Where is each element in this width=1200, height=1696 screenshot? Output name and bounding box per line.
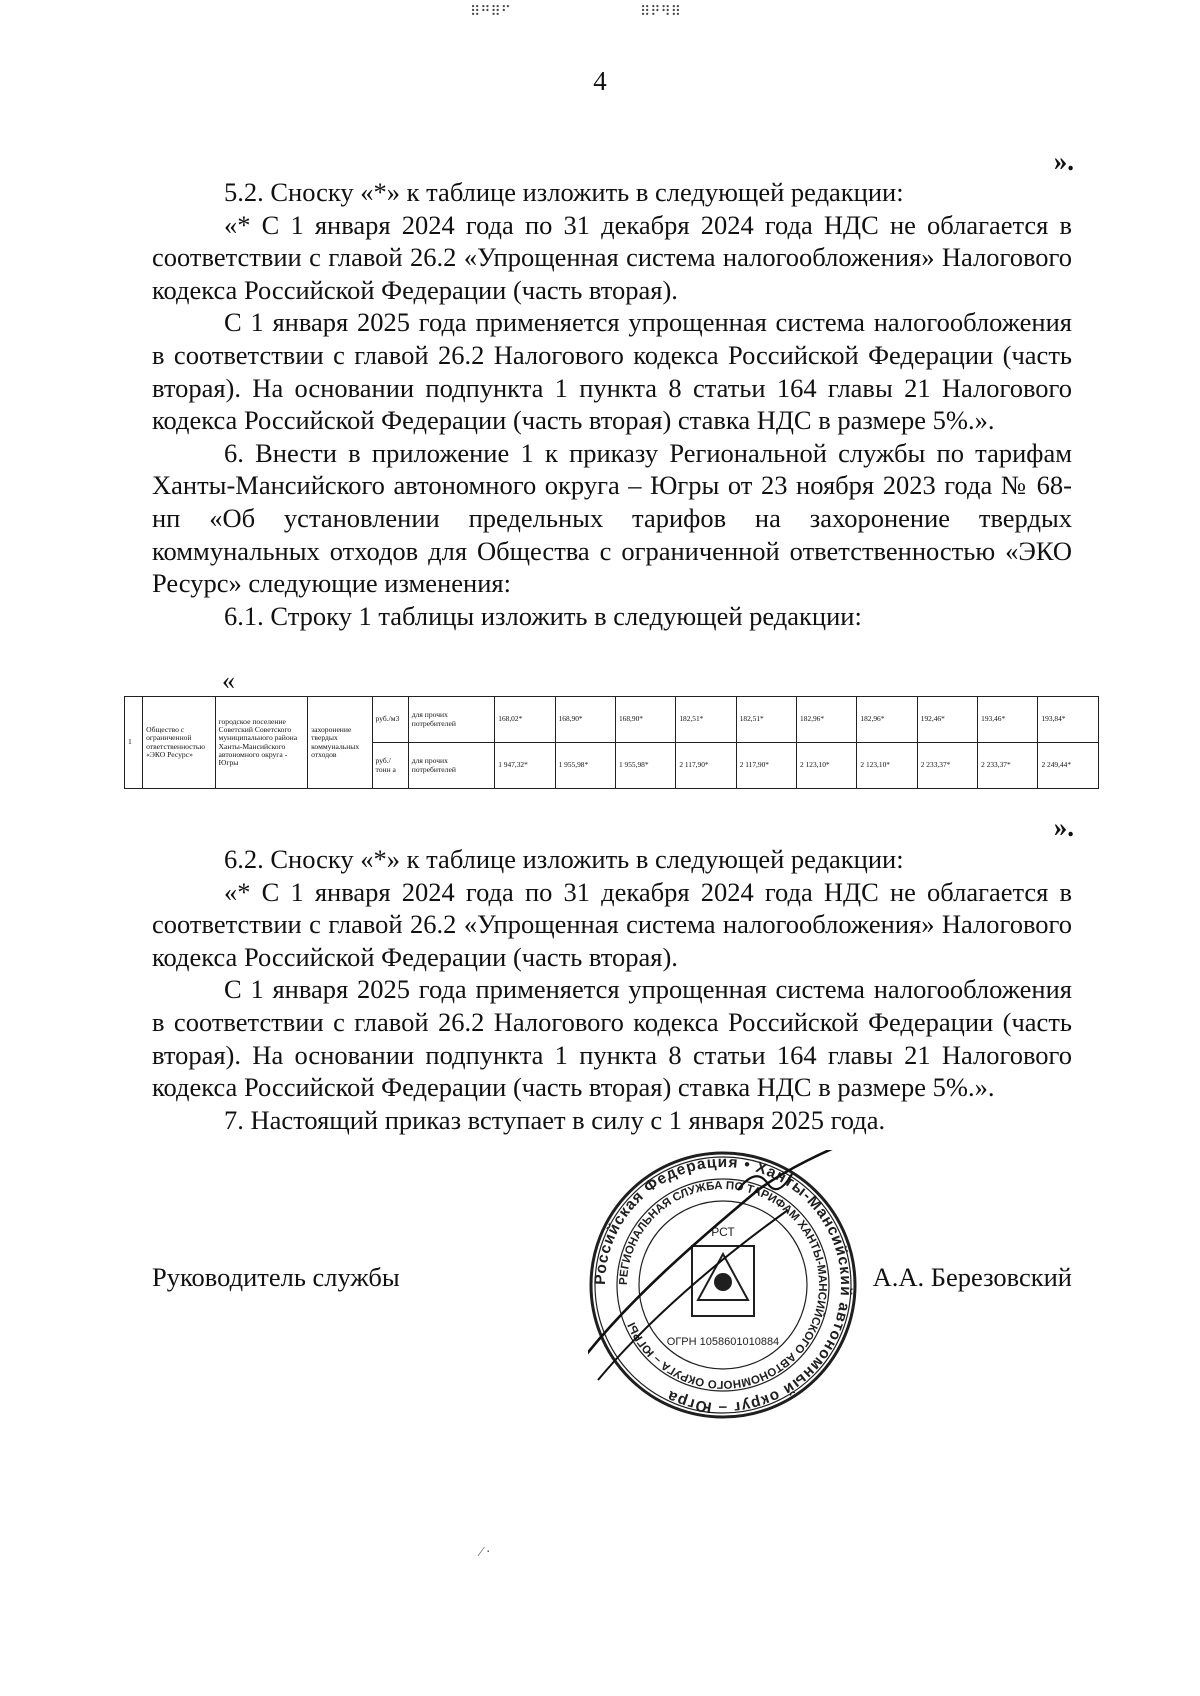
signer-name: А.А. Березовский (872, 1262, 1072, 1292)
consumers-cell: для прочих потребителей (408, 743, 495, 789)
unit-cell: руб./тонн а (372, 743, 408, 789)
tariff-value-cell: 1 955,98* (615, 743, 675, 789)
tariff-value-cell: 2 249,44* (1038, 743, 1099, 789)
tariff-value-cell: 182,96* (857, 697, 917, 743)
tariff-value-cell: 2 233,37* (917, 743, 977, 789)
section-7-text: 7. Настоящий приказ вступает в силу с 1 января 2025 года. (224, 1104, 886, 1135)
closing-quote: ». (1053, 146, 1074, 176)
tariff-value-cell: 2 117,90* (676, 743, 736, 789)
section-5-2-footnote-para1: «* С 1 января 2024 года по 31 декабря 2024 года НДС не облагается в соответствии с главой 26.2 «Упрощенная система налогообложения» Налогового кодекса Российской Федерации (часть вторая). (152, 209, 1072, 305)
section-5-2-heading: 5.2. Сноску «*» к таблице изложить в следующей редакции: (224, 177, 904, 207)
activity-cell: захоронение твердых коммунальных отходов (308, 697, 372, 789)
section-5-2 (152, 176, 1072, 632)
section-6-2-footnote-para2: С 1 января 2025 года применяется упрощенная система налогообложения в соответствии с главой 26.2 Налогового кодекса Российской Федерации (часть вторая). На основании подпункта 1 пункта 8 статьи 164 главы 21 Налогового кодекса Российской Федерации (часть вторая) ставка НДС в размере 5%.». (152, 974, 1072, 1103)
tariff-value-cell: 168,02* (495, 697, 555, 743)
tariff-table (124, 696, 1099, 789)
official-seal-icon (588, 1150, 858, 1420)
scan-noise: ⠿⠛⠿⠋ (470, 5, 512, 20)
section-6-2 (152, 843, 1072, 1136)
table-row (125, 697, 1099, 743)
page-number: 4 (593, 66, 607, 96)
section-6-2-footnote-para1: «* С 1 января 2024 года по 31 декабря 2024 года НДС не облагается в соответствии с главой 26.2 «Упрощенная система налогообложения» Налогового кодекса Российской Федерации (часть вторая). (152, 876, 1072, 972)
tariff-value-cell: 193,46* (978, 697, 1038, 743)
tariff-value-cell: 2 123,10* (857, 743, 917, 789)
svg-text:ОГРН 1058601010884: ОГРН 1058601010884 (666, 1336, 780, 1348)
section-6-2-heading: 6.2. Сноску «*» к таблице изложить в следующей редакции: (224, 844, 904, 874)
tariff-value-cell: 182,51* (676, 697, 736, 743)
svg-text:РСТ: РСТ (711, 1225, 735, 1239)
tariff-value-cell: 182,96* (797, 697, 857, 743)
svg-text:РЕГИОНАЛЬНАЯ СЛУЖБА ПО ТАРИФАМ: РЕГИОНАЛЬНАЯ СЛУЖБА ПО ТАРИФАМ ХАНТЫ-МАНСИЙСКОГО АВТОНОМНОГО ОКРУГА – ЮГРЫ (617, 1179, 829, 1391)
tariff-value-cell: 192,46* (917, 697, 977, 743)
tariff-value-cell: 1 955,98* (555, 743, 615, 789)
territory-cell: городское поселение Советский Советского муниципального района Ханты-Мансийского автономного округа - Югры (215, 697, 308, 789)
tariff-value-cell: 182,51* (736, 697, 796, 743)
section-6-1-heading: 6.1. Строку 1 таблицы изложить в следующей редакции: (224, 600, 862, 631)
organization-cell: Общество с ограниченной ответственностью «ЭКО Ресурс» (143, 697, 215, 789)
section-5-2-footnote-para2: С 1 января 2025 года применяется упрощенная система налогообложения в соответствии с главой 26.2 Налогового кодекса Российской Федерации (часть вторая). На основании подпункта 1 пункта 8 статьи 164 главы 21 Налогового кодекса Российской Федерации (часть вторая) ставка НДС в размере 5%.». (152, 307, 1072, 436)
svg-text:Российская Федерация • Ханты-М: Российская Федерация • Ханты-Мансийский автономный округ – Югра (591, 1153, 855, 1417)
tariff-value-cell: 168,90* (615, 697, 675, 743)
unit-cell: руб./м3 (372, 697, 408, 743)
signer-position: Руководитель службы (152, 1262, 400, 1292)
tariff-value-cell: 193,84* (1038, 697, 1099, 743)
tariff-value-cell: 2 117,90* (736, 743, 796, 789)
tariff-value-cell: 2 123,10* (797, 743, 857, 789)
scan-noise: ⁄ · (480, 1545, 491, 1560)
scan-noise: ⠿⠟⠻⠿ (640, 5, 682, 20)
opening-quote: « (222, 666, 235, 695)
consumers-cell: для прочих потребителей (408, 697, 495, 743)
section-6-text: 6. Внести в приложение 1 к приказу Региональной службы по тарифам Ханты-Мансийского автономного округа – Югры от 23 ноября 2023 года № 68-нп «Об установлении предельных тарифов на захоронение твердых коммунальных отходов для Общества с ограниченной ответственностью «ЭКО Ресурс» следующие изменения: (152, 437, 1072, 599)
tariff-value-cell: 2 233,37* (978, 743, 1038, 789)
row-number-cell: 1 (125, 697, 143, 789)
closing-quote-after-table: ». (1053, 812, 1074, 842)
tariff-value-cell: 168,90* (555, 697, 615, 743)
tariff-value-cell: 1 947,32* (495, 743, 555, 789)
